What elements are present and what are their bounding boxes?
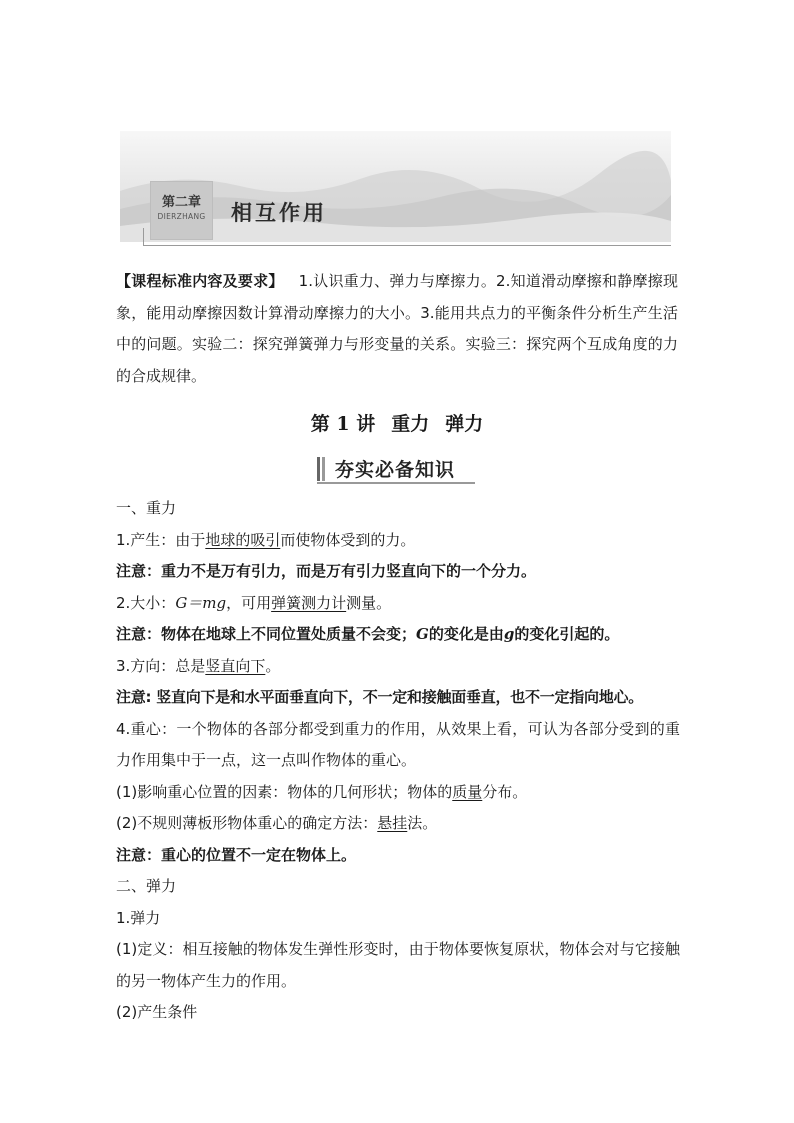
- paragraph-conditions: (2)产生条件: [116, 1003, 198, 1021]
- formula: G＝mg: [175, 593, 227, 612]
- chapter-label: 第二章: [161, 195, 201, 210]
- paragraph-elastic: 1.弹力: [116, 908, 161, 927]
- note-1: 注意：重力不是万有引力，而是万有引力竖直向下的一个分力。: [116, 562, 537, 580]
- paragraph-origin: 1.产生：由于地球的吸引而使物体受到的力。: [116, 530, 416, 549]
- section-bar-icon: [317, 457, 325, 481]
- banner-rule: [143, 245, 671, 246]
- underlined-term: 弹簧测力计: [271, 593, 347, 612]
- lecture-part2: 弹力: [445, 413, 484, 435]
- heading-gravity: 一、重力: [116, 499, 177, 517]
- paragraph-direction: 3.方向：总是竖直向下。: [116, 656, 281, 675]
- paragraph-definition: (1)定义：相互接触的物体发生弹性形变时，由于物体要恢复原状，物体会对与它接触的另一物体产生力的作用。: [116, 940, 680, 990]
- chapter-box: [150, 181, 213, 240]
- course-standard-tag: 【课程标准内容及要求】: [116, 272, 284, 290]
- chapter-pinyin: DIERZHANG: [157, 212, 206, 221]
- paragraph-factors: (1)影响重心位置的因素：物体的几何形状；物体的质量分布。: [116, 782, 528, 801]
- section-header: [317, 454, 475, 484]
- paragraph-method: (2)不规则薄板形物体重心的确定方法：悬挂法。: [116, 814, 438, 832]
- note-2: 注意：物体在地球上不同位置处质量不会变；G的变化是由g的变化引起的。: [116, 625, 620, 643]
- note-3: 注意: 竖直向下是和水平面垂直向下，不一定和接触面垂直，也不一定指向地心。: [116, 688, 643, 706]
- underlined-term: 悬挂: [377, 814, 408, 832]
- content-body: [116, 493, 680, 1029]
- course-standard-paragraph: [116, 266, 678, 392]
- note-4: 注意：重心的位置不一定在物体上。: [116, 845, 357, 864]
- banner-rule-vertical: [143, 228, 144, 245]
- lecture-title: [0, 409, 794, 436]
- underlined-term: 竖直向下: [205, 656, 266, 675]
- paragraph-magnitude: 2.大小：G＝mg，可用弹簧测力计测量。: [116, 593, 392, 612]
- chapter-title: 相互作用: [231, 201, 327, 225]
- lecture-part1: 重力: [391, 413, 430, 435]
- course-standard-text: 1.认识重力、弹力与摩擦力。2.知道滑动摩擦和静摩擦现象，能用动摩擦因数计算滑动摩擦力的大小。3.能用共点力的平衡条件分析生产生活中的问题。实验二：探究弹簧弹力与形变量的关系。实验三：探究两个互成角度的力的合成规律。: [116, 272, 678, 385]
- underlined-term: 质量: [452, 782, 483, 801]
- underlined-term: 地球的吸引: [205, 530, 281, 549]
- section-title: 夯实必备知识: [335, 459, 456, 481]
- paragraph-center-of-gravity: 4.重心：一个物体的各部分都受到重力的作用，从效果上看，可认为各部分受到的重力作用集中于一点，这一点叫作物体的重心。: [116, 719, 680, 769]
- heading-elastic-force: 二、弹力: [116, 877, 177, 895]
- lecture-number: 第 1 讲: [310, 413, 376, 435]
